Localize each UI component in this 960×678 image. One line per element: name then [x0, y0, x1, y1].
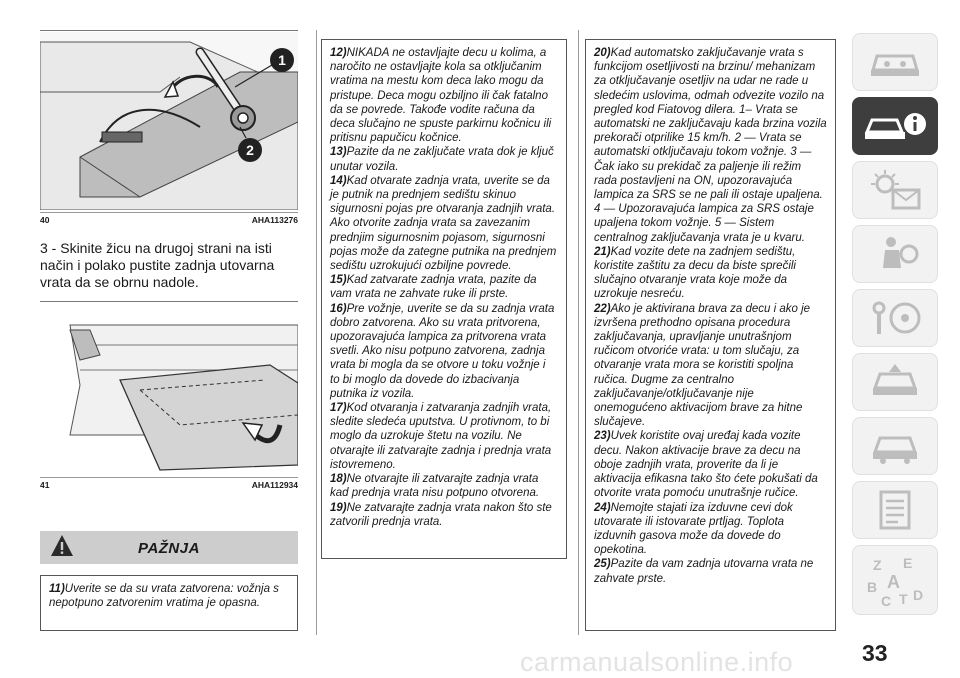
note-item: [330, 145, 558, 173]
figure-40: [40, 30, 298, 225]
note-number: 15): [330, 274, 347, 287]
car-dashboard-icon: [865, 42, 925, 82]
tab-car-info[interactable]: [852, 97, 938, 155]
car-maintenance-icon: [865, 426, 925, 466]
note-text: Kad zatvarate zadnja vrata, pazite da vam vrata ne zahvate ruke ili prste.: [330, 274, 537, 301]
tailgate-lowering-illustration: [40, 305, 298, 471]
figure-caption: [40, 477, 298, 490]
tab-dashboard[interactable]: [852, 33, 938, 91]
note-text: Ne otvarajte ili zatvarajte zadnja vrata kad prednja vrata nisu potpuno otvorena.: [330, 473, 540, 500]
tailgate-cable-illustration: [40, 32, 298, 210]
note-text: Uvek koristite ovaj uređaj kada vozite decu. Nakon aktivacije brave za decu na oboje zadnjih vrata, proverite da li je aktivacija efikasna tako što ćete pokušati da otvorite vrata pomoću unutrašnje ručice.: [594, 430, 818, 500]
note-text: Kad otvarate zadnja vrata, uverite se da je putnik na prednjem sedištu skinuo sigurnosni pojas pre otvaranja zadnjih vrata. Ako otvorite zadnja vrata sa zavezanim prednjim sigurnosnim pojasom, sigurnosni pojas može da zategne putnika na prednjem sedištu uzrokujući ozbiljne povrede.: [330, 174, 557, 273]
note-number: 22): [594, 302, 611, 315]
note-text: Kad vozite dete na zadnjem sedištu, koristite zaštitu za decu da biste sprečili slučajno otvaranje vrata koje može da uzrokuje nesreću.: [594, 245, 796, 301]
note-item: [594, 429, 827, 500]
warning-notes-middle: [321, 39, 567, 559]
note-item: [330, 273, 558, 301]
figure-top-rule: [40, 30, 298, 31]
svg-text:Z: Z: [873, 557, 882, 573]
column-divider: [316, 30, 317, 635]
tab-specifications[interactable]: [852, 481, 938, 539]
note-number: 12): [330, 47, 347, 59]
note-item: [330, 401, 558, 472]
page-number: 33: [862, 640, 888, 666]
note-number: 11): [49, 583, 65, 595]
note-text: Kad automatsko zaključavanje vrata s funkcijom osetljivosti na brzinu/ mehanizam za otključavanje osetljiv na udar ne rade u sledećim uslovima, odmah odvezite vozilo na pregled kod Fiatovog dilera. 1– Vrata se automatski ne zaključavaju kada brzina vozila prekorači otprilike 15 km/h. 2 — Vrata se automatski otključavaju tokom vožnje. 3 — Čak iako su prekidač za paljenje ili režim rada postavljeni na ON, upozoravajuća lampica za SRS se ne pali ili ostaje upaljena. 4 — Upozoravajuća lampica za SRS ostaje upaljena tokom vožnje. 5 — Sistem centralnog zaključavanja vrata je u kvaru.: [594, 47, 827, 244]
note-number: 16): [330, 302, 347, 315]
step-3-text: 3 - Skinite žicu na drugoj strani na isti način i polako pustite zadnja utovarna vrata da se obrnu nadole.: [40, 240, 275, 290]
note-number: 13): [330, 146, 347, 159]
warning-header: [40, 531, 298, 564]
callout-2: 2: [246, 142, 254, 158]
note-text: NIKADA ne ostavljajte decu u kolima, a naročito ne ostavljajte kola sa otključanim vratima na mestu kom deca lako mogu da pristupe. Deca mogu ozbiljno ili čak fatalno da se povrede. Takođe vodite računa da deca slučajno ne spuste parkirnu kočnicu ili pritisnu papučicu kočnice.: [330, 47, 552, 145]
svg-text:A: A: [887, 572, 900, 592]
tab-index[interactable]: [852, 545, 938, 615]
warning-notes-right: [585, 39, 836, 631]
tab-warning-lights[interactable]: [852, 161, 938, 219]
watermark: carmanualsonline.info: [520, 647, 794, 677]
tab-maintenance[interactable]: [852, 417, 938, 475]
note-item: [594, 557, 827, 585]
figure-code: AHA113276: [251, 215, 298, 225]
note-number: 21): [594, 245, 611, 258]
svg-text:B: B: [867, 579, 878, 595]
note-text: Ne zatvarajte zadnja vrata nakon što ste zatvorili prednja vrata.: [330, 501, 552, 528]
airbag-passenger-icon: [865, 232, 925, 276]
note-text: Ako je aktivirana brava za decu i ako je izvršena prethodno opisana procedura zaključavanja, upravljanje unutrašnjom ručicom otvoriće vrata: u tom slučaju, za otvaranje vrata mora se koristiti spoljna ručica. Dugme za centralno zaključavanje/otključavanje nije onemogućeno aktivacijom brave za hitne slučajeve.: [594, 302, 811, 429]
svg-text:D: D: [913, 587, 924, 603]
note-number: 19): [330, 501, 347, 514]
figure-code: AHA112934: [251, 480, 298, 490]
note-text: Nemojte stajati iza izduvne cevi dok utovarate ili istovarate prtljag. Toplota izduvnih gasova može da dovede do opekotina.: [594, 501, 793, 557]
note-text: Pazite da ne zaključate vrata dok je ključ unutar vozila.: [330, 146, 554, 173]
car-breakdown-icon: [865, 362, 925, 402]
figure-top-rule: [40, 301, 298, 302]
warning-notes-left: [40, 575, 298, 631]
figure-41: [40, 301, 298, 491]
note-item: [594, 46, 827, 245]
note-item: [330, 472, 558, 500]
note-number: 14): [330, 174, 347, 187]
note-text: Kod otvaranja i zatvaranja zadnjih vrata, sledite sledeća uputstva. U protivnom, to bi moglo da uzrokuje štetu na vozilu. Ne otvarajte ili zatvarajte zadnja i prednja vrata istovremeno.: [330, 402, 552, 471]
note-number: 24): [594, 501, 611, 514]
note-text: Pre vožnje, uverite se da su zadnja vrata dobro zatvorena. Ako su vrata pritvorena, upozoravajuća lampica za pritvorena vrata svetli. Ako nisu potpuno zatvorena, zadnja vrata bi mogla da se otvore u toku vožnje i to bi moglo da dovede do izbacivanja putnika iz vozila.: [330, 302, 555, 400]
car-info-icon: [863, 106, 927, 146]
tab-safety[interactable]: [852, 225, 938, 283]
callout-1: 1: [278, 52, 286, 68]
figure-number: 41: [40, 480, 50, 490]
warning-light-envelope-icon: [865, 168, 925, 212]
figure-number: 40: [40, 215, 50, 225]
svg-text:C: C: [881, 593, 892, 608]
svg-text:E: E: [903, 555, 913, 571]
specifications-list-icon: [865, 488, 925, 532]
note-number: 23): [594, 430, 611, 443]
note-item: [49, 582, 289, 610]
note-item: [330, 46, 558, 145]
note-text: Pazite da vam zadnja utovarna vrata ne zahvate prste.: [594, 558, 814, 585]
note-item: [594, 501, 827, 558]
note-text: Uverite se da su vrata zatvorena: vožnja s nepotpuno zatvorenim vratima je opasna.: [49, 583, 279, 610]
note-number: 18): [330, 473, 347, 486]
figure-caption: [40, 212, 298, 225]
note-item: [330, 302, 558, 401]
note-number: 20): [594, 47, 611, 59]
alphabetical-index-icon: [863, 552, 927, 608]
note-item: [330, 501, 558, 529]
warning-title: PAŽNJA: [138, 540, 200, 557]
note-number: 25): [594, 558, 611, 571]
tab-emergency[interactable]: [852, 353, 938, 411]
note-item: [330, 174, 558, 273]
note-item: [594, 245, 827, 302]
column-divider: [578, 30, 579, 635]
note-item: [594, 302, 827, 430]
tab-starting-driving[interactable]: [852, 289, 938, 347]
note-number: 17): [330, 402, 347, 415]
svg-text:T: T: [899, 591, 908, 607]
key-steering-wheel-icon: [865, 296, 925, 340]
